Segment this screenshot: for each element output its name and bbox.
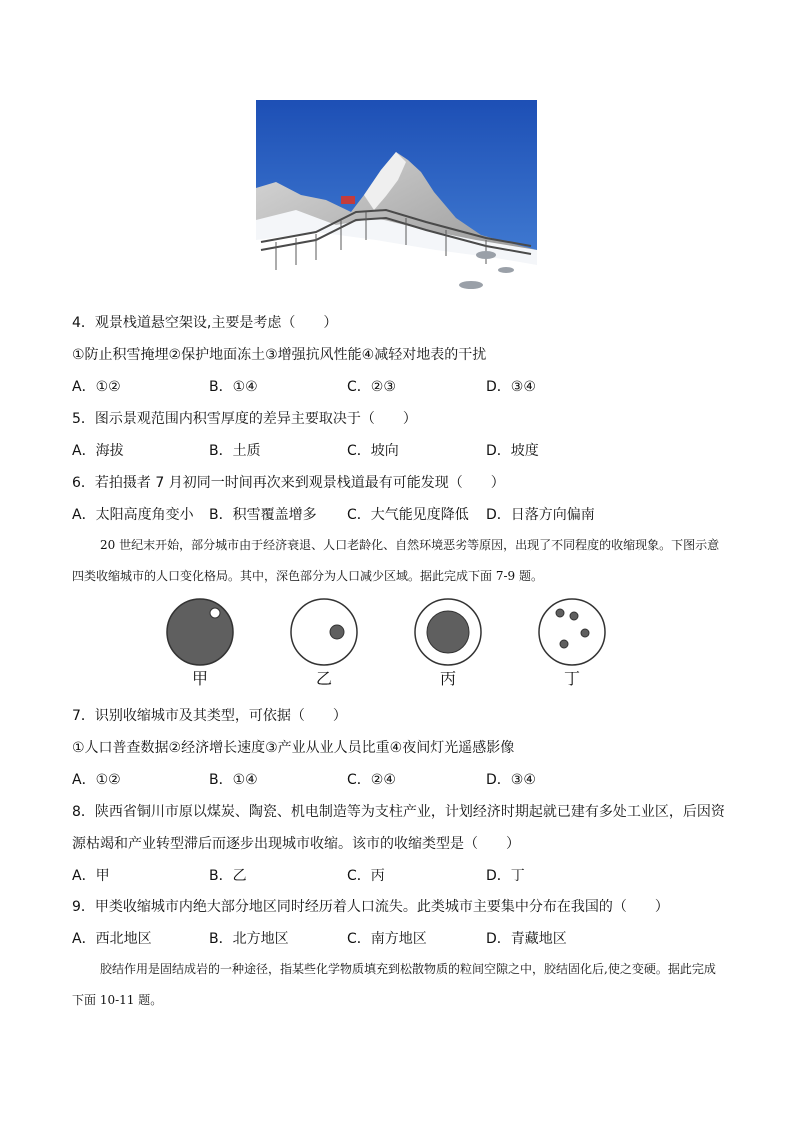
q7-option-c: C．②④ [347, 772, 396, 788]
question-8-stem-line1: 8．陕西省铜川市原以煤炭、陶瓷、机电制造等为支柱产业，计划经济时期起就已建有多处工业区，后因资 [72, 804, 725, 820]
q5-option-d: D．坡度 [486, 443, 539, 459]
q5-option-c: C．坡向 [347, 443, 399, 459]
passage-shrinking-cities: 20 世纪末开始，部分城市由于经济衰退、人口老龄化、自然环境恶劣等原因，出现了不同程度的收缩现象。下图示意四类收缩城市的人口变化格局。其中，深色部分为人口减少区域。据此完成下面 7-9 题。 [72, 538, 720, 583]
q5-option-a: A．海拔 [72, 443, 124, 459]
q8-option-c: C．丙 [347, 868, 385, 884]
q9-option-b: B．北方地区 [209, 931, 289, 947]
question-6-stem: 6．若拍摄者 7 月初同一时间再次来到观景栈道最有可能发现（ ） [72, 475, 505, 491]
question-7-stem: 7．识别收缩城市及其类型，可依据（ ） [72, 708, 347, 724]
q7-option-a: A．①② [72, 772, 121, 788]
snow-mountain-boardwalk-photo [256, 100, 537, 301]
q9-option-d: D．青藏地区 [486, 931, 567, 947]
diagram-label-jia: 甲 [192, 669, 209, 688]
diagram-label-yi: 乙 [316, 669, 333, 688]
q6-option-d: D．日落方向偏南 [486, 507, 595, 523]
q7-option-d: D．③④ [486, 772, 536, 788]
q8-option-b: B．乙 [209, 868, 247, 884]
q6-option-b: B．积雪覆盖增多 [209, 507, 317, 523]
passage-cementation: 胶结作用是固结成岩的一种途径，指某些化学物质填充到松散物质的粒间空隙之中，胶结固化后,使之变硬。据此完成下面 10-11 题。 [72, 962, 716, 1007]
q8-option-d: D．丁 [486, 868, 525, 884]
question-4-statements: ①防止积雪掩埋②保护地面冻土③增强抗风性能④减轻对地表的干扰 [72, 347, 487, 363]
question-7-statements: ①人口普查数据②经济增长速度③产业从业人员比重④夜间灯光遥感影像 [72, 740, 515, 756]
question-4-stem: 4．观景栈道悬空架设,主要是考虑（ ） [72, 315, 338, 331]
city-type-ding-icon [539, 599, 605, 665]
q9-option-a: A．西北地区 [72, 931, 152, 947]
q7-option-b: B．①④ [209, 772, 258, 788]
q9-option-c: C．南方地区 [347, 931, 427, 947]
shrinking-city-diagram [160, 596, 620, 688]
q6-option-a: A．太阳高度角变小 [72, 507, 194, 523]
question-5-stem: 5．图示景观范围内积雪厚度的差异主要取决于（ ） [72, 411, 417, 427]
city-type-jia-icon [167, 599, 233, 665]
q4-option-d: D．③④ [486, 379, 536, 395]
q5-option-b: B．土质 [209, 443, 261, 459]
diagram-label-ding: 丁 [564, 669, 581, 688]
q4-option-b: B．①④ [209, 379, 258, 395]
question-9-stem: 9．甲类收缩城市内绝大部分地区同时经历着人口流失。此类城市主要集中分布在我国的（ ） [72, 899, 669, 915]
q8-option-a: A．甲 [72, 868, 110, 884]
q4-option-a: A．①② [72, 379, 121, 395]
diagram-label-bing: 丙 [440, 669, 457, 688]
question-8-stem-line2: 源枯竭和产业转型滞后而逐步出现城市收缩。该市的收缩类型是（ ） [72, 836, 520, 852]
city-type-bing-icon [415, 599, 481, 665]
city-type-yi-icon [291, 599, 357, 665]
q4-option-c: C．②③ [347, 379, 396, 395]
q6-option-c: C．大气能见度降低 [347, 507, 469, 523]
